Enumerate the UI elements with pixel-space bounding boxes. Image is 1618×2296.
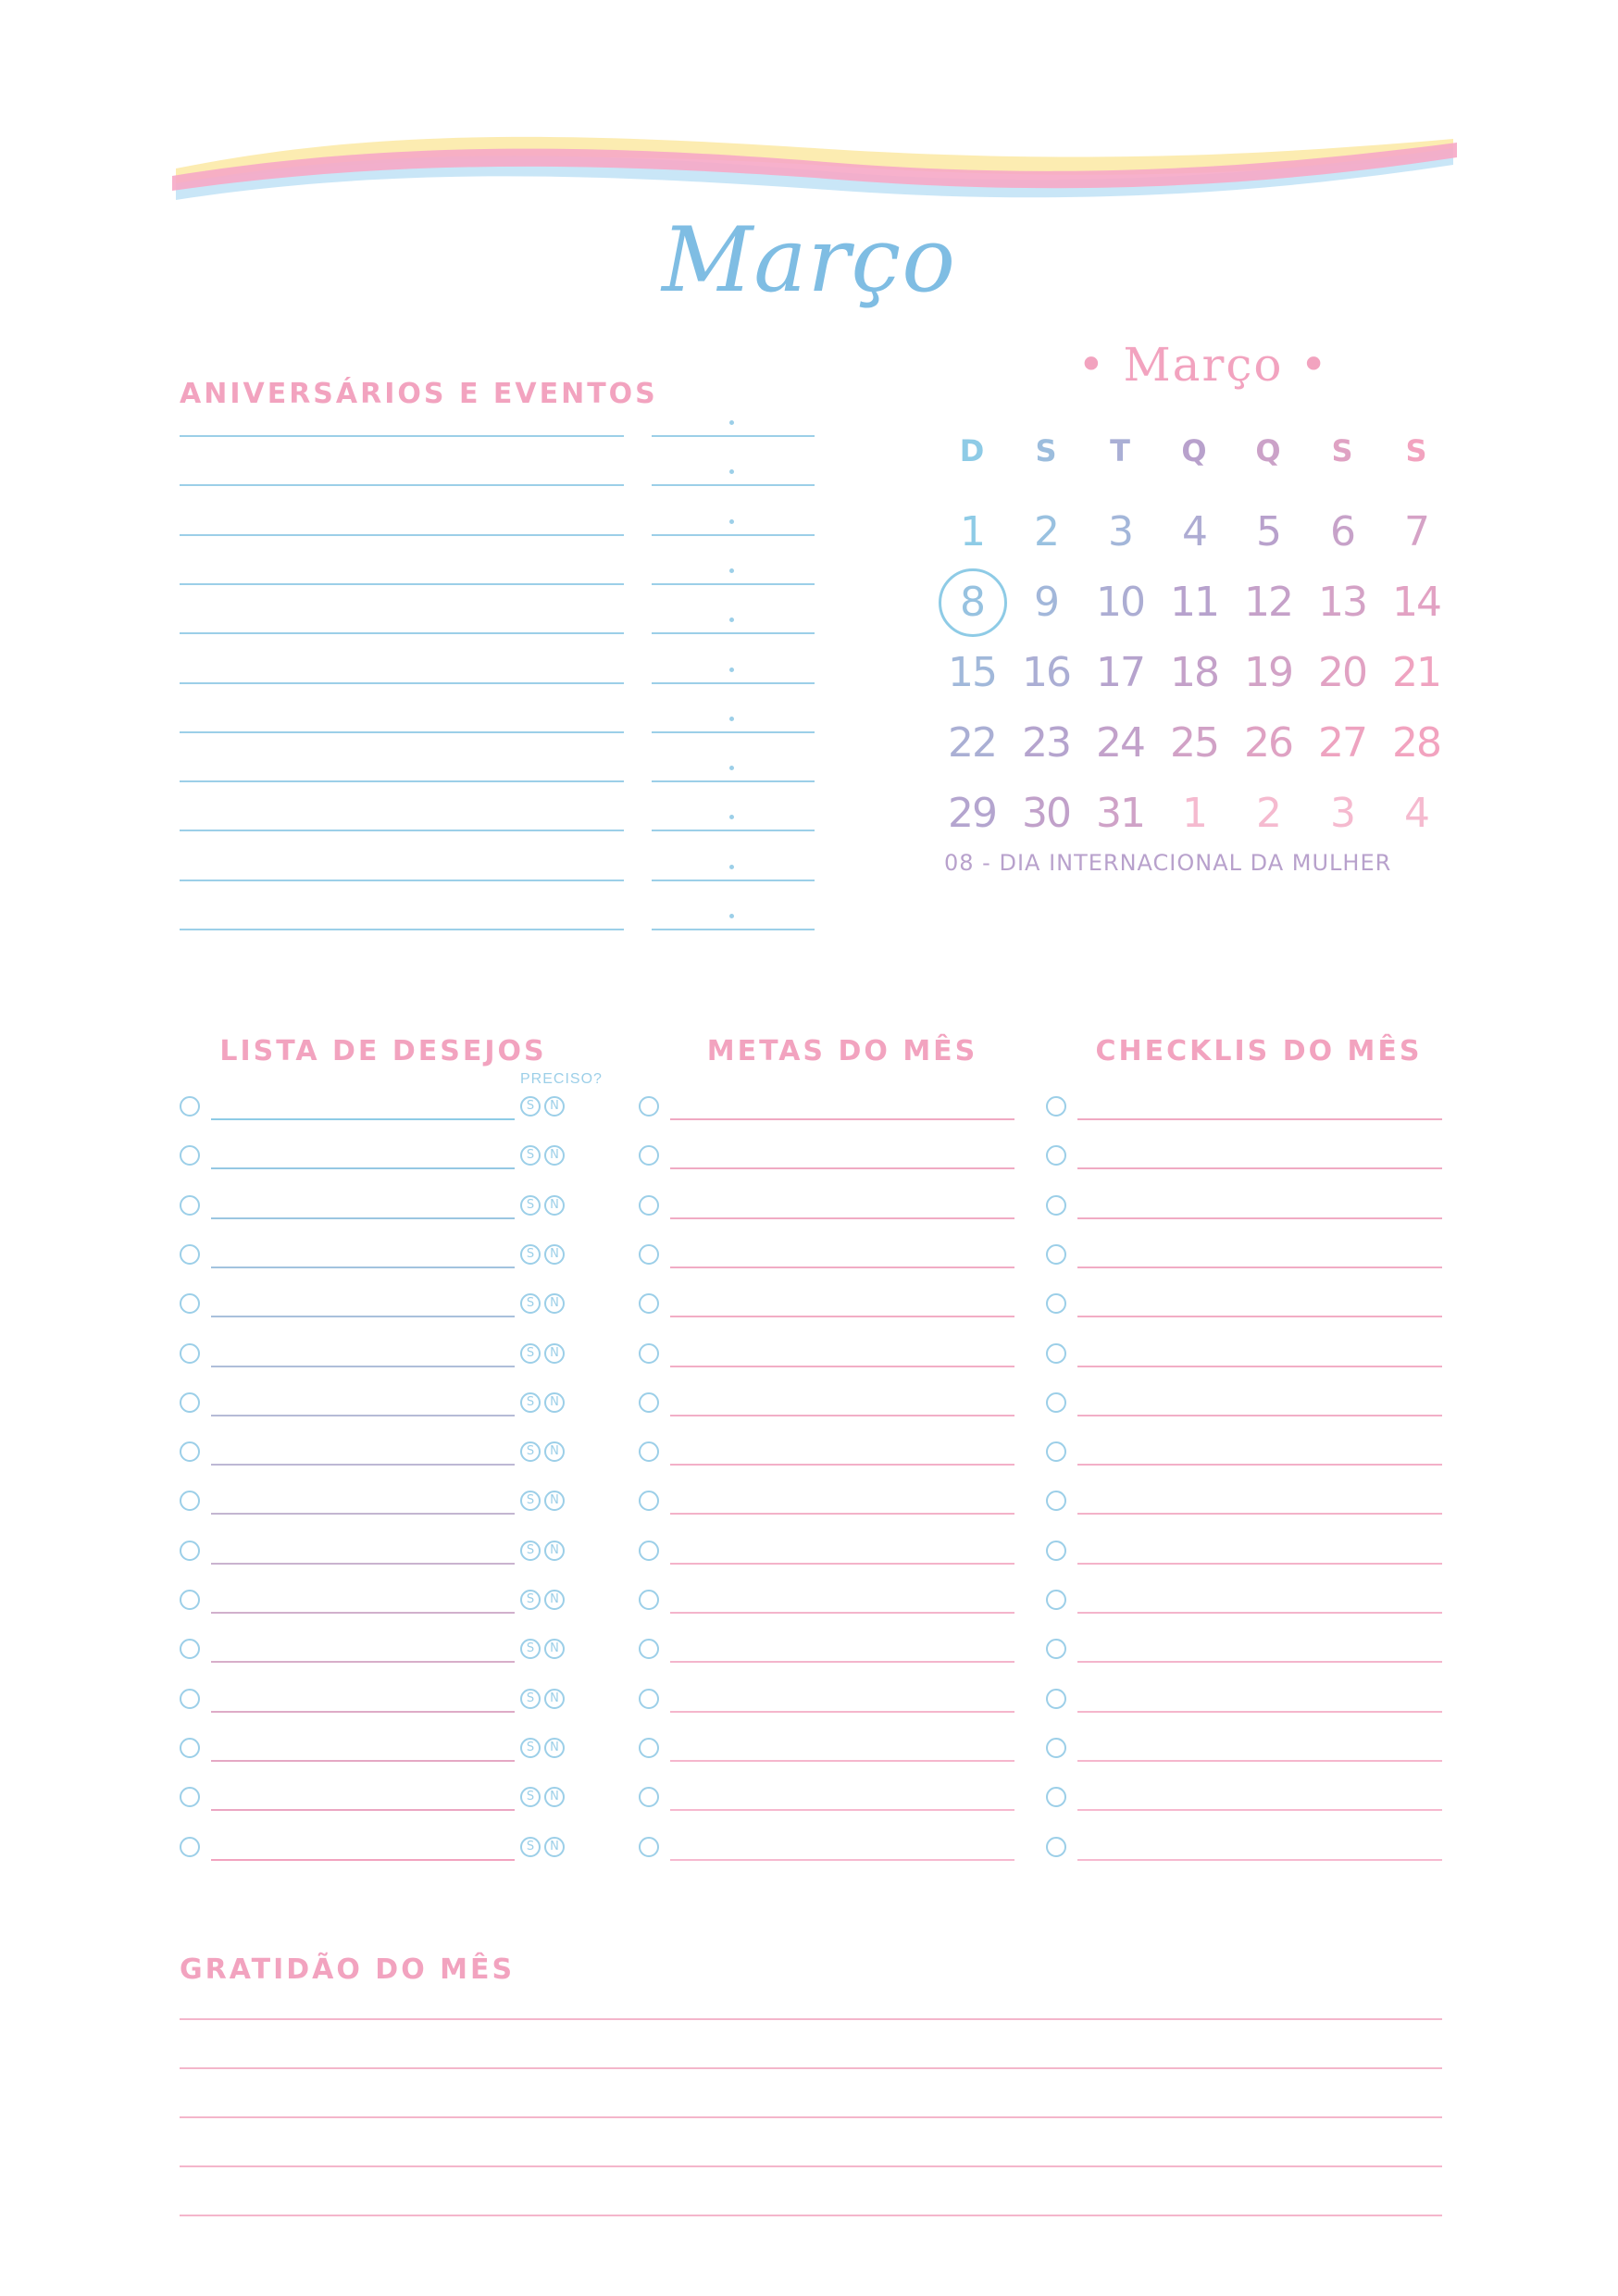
need-yes-option[interactable]: S xyxy=(520,1195,541,1216)
goal-item xyxy=(639,1584,1014,1633)
checklist-item xyxy=(1046,1338,1442,1387)
calendar-day: 27 xyxy=(1318,719,1366,767)
event-date-line[interactable] xyxy=(652,780,815,782)
checkbox-circle[interactable] xyxy=(1046,1738,1066,1758)
gratitude-line[interactable] xyxy=(180,2018,1442,2020)
wishlist-item xyxy=(180,1190,587,1239)
checklist-item xyxy=(1046,1485,1442,1534)
write-line[interactable] xyxy=(211,1760,515,1762)
write-line[interactable] xyxy=(211,1316,515,1317)
event-name-line[interactable] xyxy=(180,435,624,437)
need-yes-option[interactable]: S xyxy=(520,1343,541,1364)
event-name-line[interactable] xyxy=(180,880,624,881)
checkbox-circle[interactable] xyxy=(1046,1837,1066,1857)
write-line[interactable] xyxy=(1077,1809,1442,1811)
need-label: PRECISO? xyxy=(520,1071,603,1087)
need-no-option[interactable]: N xyxy=(544,1639,565,1659)
calendar-day: 1 xyxy=(1182,790,1206,837)
need-no-option[interactable]: N xyxy=(544,1491,565,1511)
checkbox-circle[interactable] xyxy=(180,1689,200,1709)
wishlist-item xyxy=(180,1338,587,1387)
event-row[interactable] xyxy=(180,484,815,533)
need-yes-option[interactable]: S xyxy=(520,1441,541,1462)
checkbox-circle[interactable] xyxy=(639,1096,659,1117)
checkbox-circle[interactable] xyxy=(180,1590,200,1610)
checkbox-circle[interactable] xyxy=(180,1441,200,1462)
calendar-day: 4 xyxy=(1182,508,1206,555)
event-date-line[interactable] xyxy=(652,929,815,930)
date-separator-dot xyxy=(729,568,734,573)
event-date-line[interactable] xyxy=(652,830,815,831)
event-date-line[interactable] xyxy=(652,534,815,536)
write-line[interactable] xyxy=(1077,1464,1442,1466)
goal-item xyxy=(639,1140,1014,1189)
calendar-day: 26 xyxy=(1244,719,1292,767)
checkbox-circle[interactable] xyxy=(639,1491,659,1511)
write-line[interactable] xyxy=(1077,1267,1442,1268)
event-name-line[interactable] xyxy=(180,682,624,684)
event-row[interactable] xyxy=(180,880,815,929)
checklist-heading: CHECKLIS DO MÊS xyxy=(1095,1035,1423,1067)
checkbox-circle[interactable] xyxy=(1046,1639,1066,1659)
calendar-day: 3 xyxy=(1108,508,1132,555)
wishlist-item xyxy=(180,1288,587,1337)
event-name-line[interactable] xyxy=(180,830,624,831)
write-line[interactable] xyxy=(1077,1859,1442,1861)
gratitude-heading: GRATIDÃO DO MÊS xyxy=(180,1953,516,1986)
wishlist-heading: LISTA DE DESEJOS xyxy=(219,1035,547,1067)
goals-list xyxy=(639,1091,1014,1868)
event-date-line[interactable] xyxy=(652,484,815,486)
checkbox-circle[interactable] xyxy=(180,1491,200,1511)
event-row[interactable] xyxy=(180,830,815,879)
events-list xyxy=(180,435,815,972)
calendar-day: 28 xyxy=(1392,719,1440,767)
date-separator-dot xyxy=(729,865,734,869)
calendar-day: 11 xyxy=(1170,579,1218,626)
write-line[interactable] xyxy=(211,1661,515,1663)
event-row[interactable] xyxy=(180,731,815,780)
wishlist-item xyxy=(180,1683,587,1732)
need-no-option[interactable]: N xyxy=(544,1689,565,1709)
checklist-item xyxy=(1046,1831,1442,1880)
date-separator-dot xyxy=(729,519,734,524)
need-no-option[interactable]: N xyxy=(544,1837,565,1857)
checkbox-circle[interactable] xyxy=(639,1392,659,1413)
checkbox-circle[interactable] xyxy=(639,1145,659,1166)
write-line[interactable] xyxy=(670,1118,1014,1120)
need-no-option[interactable]: N xyxy=(544,1343,565,1364)
need-no-option[interactable]: N xyxy=(544,1244,565,1265)
wishlist-item xyxy=(180,1535,587,1584)
goal-item xyxy=(639,1535,1014,1584)
write-line[interactable] xyxy=(1077,1711,1442,1713)
checkbox-circle[interactable] xyxy=(180,1343,200,1364)
write-line[interactable] xyxy=(1077,1661,1442,1663)
event-row[interactable] xyxy=(180,682,815,731)
goal-item xyxy=(639,1732,1014,1781)
event-row[interactable] xyxy=(180,435,815,484)
checkbox-circle[interactable] xyxy=(180,1145,200,1166)
checkbox-circle[interactable] xyxy=(180,1392,200,1413)
event-name-line[interactable] xyxy=(180,534,624,536)
goal-item xyxy=(639,1436,1014,1485)
write-line[interactable] xyxy=(670,1859,1014,1861)
write-line[interactable] xyxy=(211,1267,515,1268)
calendar-day: 7 xyxy=(1404,508,1428,555)
checkbox-circle[interactable] xyxy=(639,1343,659,1364)
write-line[interactable] xyxy=(670,1316,1014,1317)
checkbox-circle[interactable] xyxy=(1046,1293,1066,1314)
calendar-day: 9 xyxy=(1034,579,1058,626)
event-name-line[interactable] xyxy=(180,731,624,733)
write-line[interactable] xyxy=(1077,1217,1442,1219)
calendar-day: 12 xyxy=(1244,579,1292,626)
event-date-line[interactable] xyxy=(652,435,815,437)
calendar-day: 18 xyxy=(1170,649,1218,696)
weekday-label: T xyxy=(1110,433,1130,468)
write-line[interactable] xyxy=(211,1118,515,1120)
wishlist-item xyxy=(180,1633,587,1682)
weekday-label: S xyxy=(1035,433,1057,468)
checkbox-circle[interactable] xyxy=(1046,1491,1066,1511)
goal-item xyxy=(639,1633,1014,1682)
calendar-day: 6 xyxy=(1330,508,1354,555)
goal-item xyxy=(639,1190,1014,1239)
weekday-label: D xyxy=(959,433,985,468)
checklist-item xyxy=(1046,1535,1442,1584)
need-yes-option[interactable]: S xyxy=(520,1491,541,1511)
checklist-item xyxy=(1046,1633,1442,1682)
calendar-day: 17 xyxy=(1096,649,1144,696)
date-separator-dot xyxy=(729,420,734,425)
calendar-day: 10 xyxy=(1096,579,1144,626)
checkbox-circle[interactable] xyxy=(639,1738,659,1758)
checkbox-circle[interactable] xyxy=(639,1787,659,1807)
event-row[interactable] xyxy=(180,780,815,830)
calendar-day: 30 xyxy=(1022,790,1070,837)
calendar-day: 1 xyxy=(960,508,984,555)
need-no-option[interactable]: N xyxy=(544,1145,565,1166)
checklist-item xyxy=(1046,1239,1442,1288)
checkbox-circle[interactable] xyxy=(1046,1590,1066,1610)
calendar-day: 23 xyxy=(1022,719,1070,767)
checkbox-circle[interactable] xyxy=(1046,1689,1066,1709)
goal-item xyxy=(639,1683,1014,1732)
events-heading: ANIVERSÁRIOS E EVENTOS xyxy=(180,378,658,410)
event-name-line[interactable] xyxy=(180,484,624,486)
calendar-day: 5 xyxy=(1256,508,1280,555)
write-line[interactable] xyxy=(1077,1563,1442,1565)
checkbox-circle[interactable] xyxy=(180,1096,200,1117)
write-line[interactable] xyxy=(211,1167,515,1169)
write-line[interactable] xyxy=(670,1809,1014,1811)
calendar-day: 21 xyxy=(1392,649,1440,696)
write-line[interactable] xyxy=(1077,1167,1442,1169)
calendar-day: 22 xyxy=(948,719,996,767)
write-line[interactable] xyxy=(211,1612,515,1614)
need-yes-option[interactable]: S xyxy=(520,1244,541,1265)
calendar-weekdays xyxy=(935,433,1453,470)
need-yes-option[interactable]: S xyxy=(520,1293,541,1314)
checkbox-circle[interactable] xyxy=(180,1244,200,1265)
checkbox-circle[interactable] xyxy=(639,1441,659,1462)
checklist-item xyxy=(1046,1190,1442,1239)
goal-item xyxy=(639,1831,1014,1880)
checkbox-circle[interactable] xyxy=(1046,1392,1066,1413)
checkbox-circle[interactable] xyxy=(180,1738,200,1758)
checkbox-circle[interactable] xyxy=(639,1293,659,1314)
goal-item xyxy=(639,1338,1014,1387)
calendar-day: 3 xyxy=(1330,790,1354,837)
date-separator-dot xyxy=(729,668,734,672)
calendar-day: 19 xyxy=(1244,649,1292,696)
need-yes-option[interactable]: S xyxy=(520,1787,541,1807)
checkbox-circle[interactable] xyxy=(639,1639,659,1659)
need-yes-option[interactable]: S xyxy=(520,1145,541,1166)
calendar-day: 25 xyxy=(1170,719,1218,767)
write-line[interactable] xyxy=(670,1661,1014,1663)
watercolor-banner xyxy=(167,111,1462,213)
checkbox-circle[interactable] xyxy=(180,1639,200,1659)
event-name-line[interactable] xyxy=(180,583,624,585)
write-line[interactable] xyxy=(1077,1415,1442,1416)
need-no-option[interactable]: N xyxy=(544,1195,565,1216)
goal-item xyxy=(639,1239,1014,1288)
checklist-item xyxy=(1046,1387,1442,1436)
wishlist-list xyxy=(180,1091,587,1868)
need-no-option[interactable]: N xyxy=(544,1096,565,1117)
checklist-item xyxy=(1046,1732,1442,1781)
date-separator-dot xyxy=(729,914,734,918)
checkbox-circle[interactable] xyxy=(1046,1145,1066,1166)
event-row[interactable] xyxy=(180,583,815,632)
checkbox-circle[interactable] xyxy=(1046,1787,1066,1807)
calendar-title: • Março • xyxy=(1077,338,1329,392)
write-line[interactable] xyxy=(1077,1366,1442,1367)
gratitude-line[interactable] xyxy=(180,2116,1442,2118)
checkbox-circle[interactable] xyxy=(1046,1096,1066,1117)
write-line[interactable] xyxy=(211,1563,515,1565)
write-line[interactable] xyxy=(211,1809,515,1811)
write-line[interactable] xyxy=(670,1267,1014,1268)
calendar-day: 20 xyxy=(1318,649,1366,696)
wishlist-item xyxy=(180,1091,587,1140)
need-yes-option[interactable]: S xyxy=(520,1689,541,1709)
checkbox-circle[interactable] xyxy=(180,1787,200,1807)
checklist-item xyxy=(1046,1683,1442,1732)
need-no-option[interactable]: N xyxy=(544,1293,565,1314)
write-line[interactable] xyxy=(1077,1118,1442,1120)
calendar-day-highlighted: 8 xyxy=(935,570,1009,635)
calendar-day: 16 xyxy=(1022,649,1070,696)
calendar-day: 15 xyxy=(948,649,996,696)
need-no-option[interactable]: N xyxy=(544,1441,565,1462)
checkbox-circle[interactable] xyxy=(180,1837,200,1857)
calendar-day: 31 xyxy=(1096,790,1144,837)
checkbox-circle[interactable] xyxy=(1046,1244,1066,1265)
wishlist-item xyxy=(180,1387,587,1436)
write-line[interactable] xyxy=(211,1859,515,1861)
calendar-day: 2 xyxy=(1034,508,1058,555)
need-yes-option[interactable]: S xyxy=(520,1541,541,1561)
checkbox-circle[interactable] xyxy=(639,1541,659,1561)
gratitude-line[interactable] xyxy=(180,2067,1442,2069)
event-row[interactable] xyxy=(180,632,815,681)
wishlist-item xyxy=(180,1732,587,1781)
checklist-item xyxy=(1046,1091,1442,1140)
gratitude-line[interactable] xyxy=(180,2165,1442,2167)
need-yes-option[interactable]: S xyxy=(520,1096,541,1117)
goal-item xyxy=(639,1387,1014,1436)
calendar-day: 29 xyxy=(948,790,996,837)
wishlist-item xyxy=(180,1831,587,1880)
event-date-line[interactable] xyxy=(652,583,815,585)
weekday-label: S xyxy=(1331,433,1353,468)
write-line[interactable] xyxy=(211,1415,515,1416)
event-row[interactable] xyxy=(180,534,815,583)
goal-item xyxy=(639,1288,1014,1337)
need-no-option[interactable]: N xyxy=(544,1541,565,1561)
need-yes-option[interactable]: S xyxy=(520,1738,541,1758)
gratitude-lines xyxy=(180,2018,1442,2222)
event-name-line[interactable] xyxy=(180,780,624,782)
write-line[interactable] xyxy=(1077,1513,1442,1515)
wishlist-item xyxy=(180,1485,587,1534)
checkbox-circle[interactable] xyxy=(180,1195,200,1216)
event-date-line[interactable] xyxy=(652,632,815,634)
event-date-line[interactable] xyxy=(652,880,815,881)
write-line[interactable] xyxy=(670,1563,1014,1565)
gratitude-line[interactable] xyxy=(180,2215,1442,2216)
calendar-note: 08 - DIA INTERNACIONAL DA MULHER xyxy=(944,850,1392,876)
wishlist-item xyxy=(180,1436,587,1485)
need-yes-option[interactable]: S xyxy=(520,1837,541,1857)
need-no-option[interactable]: N xyxy=(544,1590,565,1610)
write-line[interactable] xyxy=(670,1760,1014,1762)
need-no-option[interactable]: N xyxy=(544,1787,565,1807)
calendar-day: 24 xyxy=(1096,719,1144,767)
write-line[interactable] xyxy=(1077,1612,1442,1614)
calendar-day: 2 xyxy=(1256,790,1280,837)
weekday-label: Q xyxy=(1255,433,1281,468)
wishlist-item xyxy=(180,1584,587,1633)
write-line[interactable] xyxy=(1077,1760,1442,1762)
checkbox-circle[interactable] xyxy=(639,1689,659,1709)
calendar-day: 14 xyxy=(1392,579,1440,626)
checkbox-circle[interactable] xyxy=(639,1837,659,1857)
checklist-item xyxy=(1046,1781,1442,1830)
write-line[interactable] xyxy=(211,1217,515,1219)
event-date-line[interactable] xyxy=(652,682,815,684)
goal-item xyxy=(639,1781,1014,1830)
write-line[interactable] xyxy=(670,1464,1014,1466)
checkbox-circle[interactable] xyxy=(1046,1195,1066,1216)
goal-item xyxy=(639,1091,1014,1140)
wishlist-item xyxy=(180,1239,587,1288)
checkbox-circle[interactable] xyxy=(639,1590,659,1610)
need-yes-option[interactable]: S xyxy=(520,1590,541,1610)
write-line[interactable] xyxy=(670,1415,1014,1416)
need-no-option[interactable]: N xyxy=(544,1738,565,1758)
write-line[interactable] xyxy=(211,1366,515,1367)
goal-item xyxy=(639,1485,1014,1534)
need-yes-option[interactable]: S xyxy=(520,1639,541,1659)
checklist-item xyxy=(1046,1436,1442,1485)
write-line[interactable] xyxy=(670,1167,1014,1169)
write-line[interactable] xyxy=(211,1464,515,1466)
event-row[interactable] xyxy=(180,929,815,978)
calendar-day: 13 xyxy=(1318,579,1366,626)
checkbox-circle[interactable] xyxy=(1046,1541,1066,1561)
checkbox-circle[interactable] xyxy=(180,1541,200,1561)
checklist-item xyxy=(1046,1288,1442,1337)
checkbox-circle[interactable] xyxy=(639,1195,659,1216)
checkbox-circle[interactable] xyxy=(180,1293,200,1314)
checklist-list xyxy=(1046,1091,1442,1868)
wishlist-item xyxy=(180,1781,587,1830)
write-line[interactable] xyxy=(670,1366,1014,1367)
wishlist-item xyxy=(180,1140,587,1189)
month-title: Março xyxy=(662,208,956,312)
checkbox-circle[interactable] xyxy=(1046,1441,1066,1462)
write-line[interactable] xyxy=(1077,1316,1442,1317)
checklist-item xyxy=(1046,1584,1442,1633)
weekday-label: S xyxy=(1405,433,1427,468)
need-no-option[interactable]: N xyxy=(544,1392,565,1413)
checklist-item xyxy=(1046,1140,1442,1189)
write-line[interactable] xyxy=(670,1217,1014,1219)
event-date-line[interactable] xyxy=(652,731,815,733)
write-line[interactable] xyxy=(670,1711,1014,1713)
write-line[interactable] xyxy=(670,1513,1014,1515)
write-line[interactable] xyxy=(211,1711,515,1713)
goals-heading: METAS DO MÊS xyxy=(706,1035,978,1067)
checkbox-circle[interactable] xyxy=(1046,1343,1066,1364)
date-separator-dot xyxy=(729,717,734,721)
calendar-days xyxy=(935,500,1453,852)
write-line[interactable] xyxy=(211,1513,515,1515)
calendar-day: 4 xyxy=(1404,790,1428,837)
write-line[interactable] xyxy=(670,1612,1014,1614)
weekday-label: Q xyxy=(1181,433,1207,468)
event-name-line[interactable] xyxy=(180,929,624,930)
event-name-line[interactable] xyxy=(180,632,624,634)
checkbox-circle[interactable] xyxy=(639,1244,659,1265)
need-yes-option[interactable]: S xyxy=(520,1392,541,1413)
